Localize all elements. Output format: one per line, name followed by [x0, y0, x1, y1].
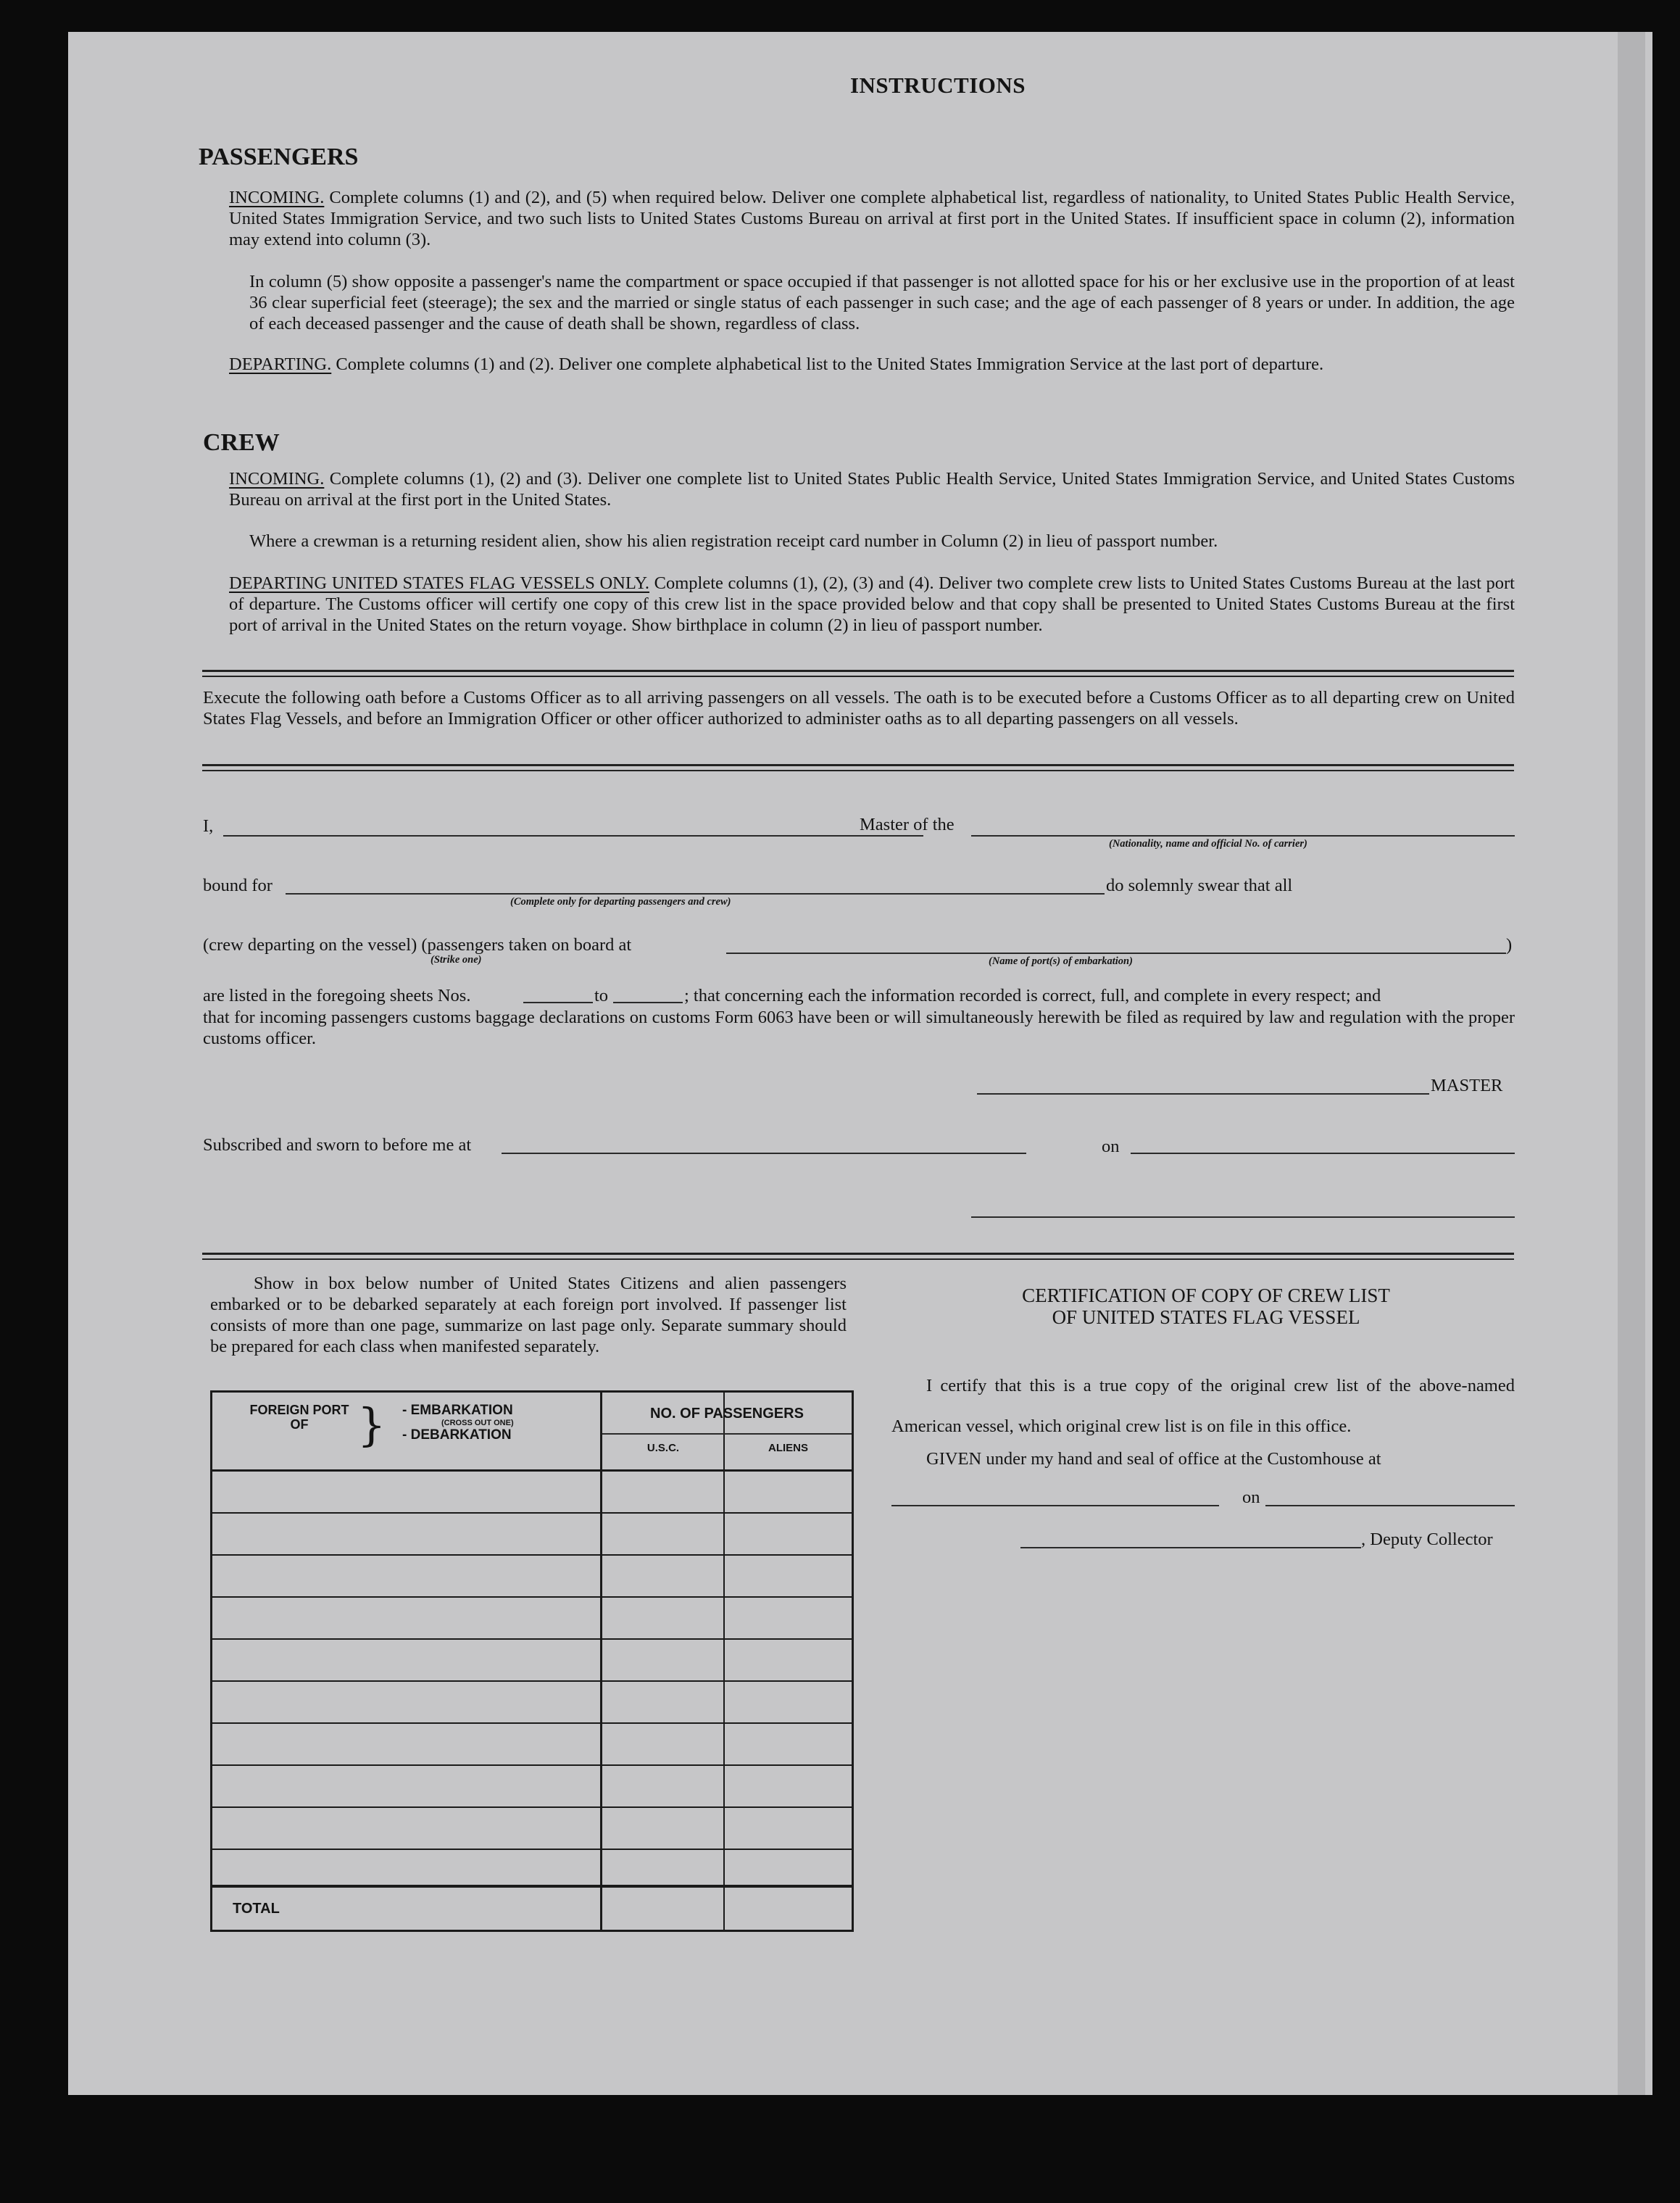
crew-incoming-text: Complete columns (1), (2) and (3). Deliver one complete list to United States Public Health Service, United States Immigration Service, and United States Customs Bureau on arrival at the first port in the United States. [229, 469, 1515, 510]
passenger-summary-table [210, 1390, 854, 1932]
crew-resident: Where a crewman is a returning resident alien, show his alien registration receipt card number in Column (2) in lieu of passport number. [249, 531, 1218, 551]
passengers-departing-head: DEPARTING. [229, 354, 332, 374]
certification-text-2: GIVEN under my hand and seal of office at the Customhouse at [926, 1449, 1381, 1469]
header-split-line [602, 1433, 852, 1435]
bound-for-label: bound for [203, 876, 273, 895]
passengers-column5: In column (5) show opposite a passenger's name the compartment or space occupied if that passenger is not allotted space for his or her exclusive use in the proportion of at least 36 clear superficial feet (steerage); the sex and the married or single status of each passenger in such case; and the age of each passenger of 8 years or under. In addition, the age of each deceased passenger and the cause of death shall be shown, regardless of class. [249, 272, 1515, 333]
brace-icon: } [357, 1398, 386, 1451]
table-row[interactable] [212, 1808, 852, 1850]
port-note: (Name of port(s) of embarkation) [989, 955, 1133, 967]
page-title: INSTRUCTIONS [849, 72, 1026, 98]
listed-label-b: ; that concerning each the information recorded is correct, full, and complete in every respect; and [684, 986, 1381, 1005]
deputy-collector-label: , Deputy Collector [1361, 1530, 1493, 1549]
subscribed-date-field[interactable] [1131, 1153, 1515, 1154]
divider-2 [202, 764, 1514, 766]
master-name-field[interactable] [223, 835, 923, 837]
carrier-note: (Nationality, name and official No. of carrier) [1109, 838, 1307, 850]
subscribed-place-field[interactable] [502, 1153, 1026, 1154]
summary-instructions: Show in box below number of United States Citizens and alien passengers embarked or to be debarked separately at each foreign port involved. If passenger list consists of more than one page, summarize on last page only. Separate summary should be prepared for each class when manifested separately. [210, 1274, 847, 1356]
total-label: TOTAL [233, 1901, 280, 1917]
page-edge-shadow [1618, 32, 1645, 2095]
crew-passengers-label: (crew departing on the vessel) (passengers taken on board at [203, 935, 632, 955]
table-row[interactable] [212, 1766, 852, 1808]
bound-for-note: (Complete only for departing passengers and crew) [510, 896, 731, 908]
passengers-departing [229, 354, 1515, 375]
certification-title-1: CERTIFICATION OF COPY OF CREW LIST [1022, 1285, 1390, 1306]
certification-text-1: I certify that this is a true copy of the original crew list of the above-named American vessel, which original crew list is on file in this office. [891, 1376, 1515, 1436]
crew-departing-text: Complete columns (1), (2), (3) and (4). Deliver two complete crew lists to United States Customs Bureau at the last port of departure. The Customs officer will certify one copy of this crew list in the space provided below and that copy shall be presented to United States Customs Bureau at the first port of arrival in the United States on the return voyage. Show birthplace in column (2) in lieu of passport number. [229, 573, 1515, 635]
form-page [68, 32, 1652, 2095]
close-paren: ) [1506, 935, 1513, 955]
divider-1 [202, 670, 1514, 672]
subscribed-label: Subscribed and sworn to before me at [203, 1135, 472, 1155]
table-row[interactable] [212, 1640, 852, 1682]
divider-3 [202, 1253, 1514, 1255]
table-row[interactable] [212, 1598, 852, 1640]
listed-to: to [594, 986, 609, 1005]
listed-label-a: are listed in the foregoing sheets Nos. [203, 986, 471, 1005]
master-of-label: Master of the [860, 815, 955, 834]
carrier-field[interactable] [971, 835, 1515, 837]
table-row[interactable] [212, 1556, 852, 1598]
master-label: MASTER [1431, 1076, 1503, 1095]
officer-signature-field[interactable] [971, 1216, 1515, 1218]
usc-header: U.S.C. [646, 1442, 680, 1454]
subscribed-on-label: on [1102, 1137, 1120, 1156]
master-signature-field[interactable] [977, 1093, 1429, 1095]
crew-heading: CREW [203, 429, 280, 456]
passengers-incoming-text: Complete columns (1) and (2), and (5) when required below. Deliver one complete alphabetical list, regardless of nationality, to United States Public Health Service, United States Immigration Service, and two such lists to United States Customs Bureau on arrival at first port in the United States. If insufficient space in column (2), information may extend into column (3). [229, 188, 1515, 249]
table-row[interactable] [212, 1724, 852, 1766]
oath-i-label: I, [203, 816, 214, 836]
swear-label: do solemnly swear that all [1106, 876, 1293, 895]
table-row[interactable] [212, 1472, 852, 1514]
total-row[interactable] [212, 1886, 852, 1930]
crew-incoming [229, 468, 1515, 510]
certification-on-label: on [1242, 1488, 1260, 1507]
passengers-incoming [229, 187, 1515, 250]
strike-note: (Strike one) [431, 954, 482, 966]
customhouse-field[interactable] [891, 1505, 1219, 1506]
sheet-to-field[interactable] [613, 1002, 683, 1003]
crew-departing [229, 573, 1515, 636]
crew-incoming-head: INCOMING. [229, 469, 325, 489]
deputy-signature-field[interactable] [1020, 1547, 1361, 1548]
table-row[interactable] [212, 1514, 852, 1556]
certification-date-field[interactable] [1265, 1505, 1515, 1506]
aliens-header: ALIENS [768, 1442, 808, 1454]
no-passengers-header: NO. OF PASSENGERS [650, 1406, 804, 1422]
passengers-departing-text: Complete columns (1) and (2). Deliver one complete alphabetical list to the United States Immigration Service at the last port of departure. [336, 354, 1324, 374]
certification-title-2: OF UNITED STATES FLAG VESSEL [1052, 1306, 1360, 1328]
passengers-incoming-head: INCOMING. [229, 188, 325, 207]
crew-departing-head: DEPARTING UNITED STATES FLAG VESSELS ONLY. [229, 573, 650, 593]
cross-out-note: (CROSS OUT ONE) [441, 1419, 514, 1427]
foreign-port-header: FOREIGN PORT OF [249, 1403, 349, 1432]
passengers-heading: PASSENGERS [199, 144, 359, 170]
bound-for-field[interactable] [286, 893, 1105, 895]
table-row[interactable] [212, 1850, 852, 1886]
embarkation-port-field[interactable] [726, 953, 1506, 954]
table-header [212, 1393, 852, 1472]
debarkation-header: - DEBARKATION [402, 1427, 512, 1443]
embarkation-header: - EMBARKATION [402, 1403, 513, 1418]
oath-intro: Execute the following oath before a Customs Officer as to all arriving passengers on all vessels. The oath is to be executed before a Customs Officer as to all departing crew on United States Flag Vessels, and before an Immigration Officer or other officer authorized to administer oaths as to all departing passengers on all vessels. [203, 688, 1515, 729]
sheet-from-field[interactable] [523, 1002, 593, 1003]
listed-label-c: that for incoming passengers customs baggage declarations on customs Form 6063 have been or will simultaneously herewith be filed as required by law and regulation with the proper customs officer. [203, 1008, 1515, 1048]
table-row[interactable] [212, 1682, 852, 1724]
certification-title [894, 1285, 1518, 1328]
